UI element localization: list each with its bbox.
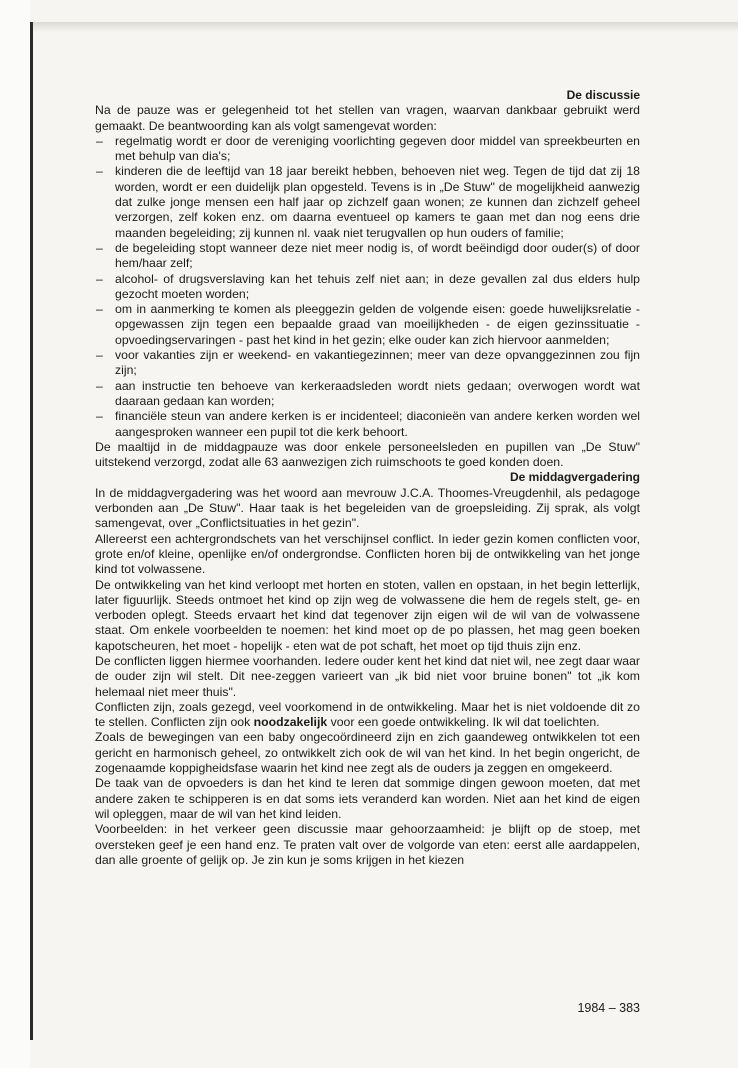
list-item-text: aan instructie ten behoeve van kerkeraadsleden wordt niets gedaan; overwogen wordt wat daaraan gedaan kan worden;: [115, 378, 640, 408]
list-item-text: voor vakanties zijn er weekend- en vakantiegezinnen; meer van deze opvanggezinnen zou fijn zijn;: [115, 348, 640, 378]
intro-paragraph: Na de pauze was er gelegenheid tot het stellen van vragen, waarvan dankbaar gebruikt werd gemaakt. De beantwoording kan als volgt samengevat worden:: [95, 103, 640, 133]
list-item-text: de begeleiding stopt wanneer deze niet meer nodig is, of wordt beëindigd door ouder(s) of door hem/haar zelf;: [115, 240, 640, 271]
section-heading-middagvergadering: De middagvergadering: [509, 470, 640, 485]
list-item-text: financiële steun van andere kerken is er incidenteel; diaconieën van andere kerken worden wel aangesproken wanneer een pupil tot die kerk behoort.: [115, 409, 640, 439]
section-heading-discussie: De discussie: [566, 88, 640, 102]
paragraph: Voorbeelden: in het verkeer geen discussie maar gehoorzaamheid: je blijft op de stoep, met oversteken geef je een hand enz. Te praten valt over de volgorde van eten: eerst alle aardappelen, dan alle groente of gelijk op. Je zin kun je soms krijgen in het kiezen: [95, 822, 640, 867]
dash-bullet: –: [96, 348, 103, 363]
scan-margin: [0, 0, 30, 1068]
paragraph: De ontwikkeling van het kind verloopt met horten en stoten, vallen en opstaan, in het begin letterlijk, later figuurlijk. Steeds ontmoet het kind op zijn weg de volwassene die hem de regels stelt, ge- en verboden oplegt. Steeds ervaart het kind dat tegenover zijn eigen wil de wil van de volwassene staat. Om enkele voorbeelden te noemen: het kind moet op de po plassen, het mag geen boeken kapotscheuren, het moet - hopelijk - eten wat de pot schaft, het moet op tijd thuis zijn enz.: [95, 577, 640, 653]
list-item: [95, 302, 640, 348]
emphasis-text: noodzakelijk: [253, 715, 328, 730]
list-item: [95, 348, 640, 379]
list-item-text: regelmatig wordt er door de vereniging voorlichting gegeven door middel van spreekbeurten en met behulp van dia's;: [115, 133, 640, 164]
paragraph: Allereerst een achtergrondschets van het verschijnsel conflict. In ieder gezin komen conflicten voor, grote en/of kleine, openlijke en/of ondergrondse. Conflicten horen bij de ontwikkeling van het jonge kind tot volwassene.: [95, 531, 640, 577]
text-run: Conflicten zijn, zoals gezegd, veel voorkomend in de ontwikkeling. Maar het is niet voldoende dit zo te stellen. Conflicten zijn ook: [95, 699, 640, 730]
paragraph: In de middagvergadering was het woord aan mevrouw J.C.A. Thoomes-Vreugdenhil, als pedagoge verbonden aan „De Stuw". Haar taak is het begeleiden van de groepsleiding. Zij sprak, als volgt samengevat, over „Conflictsituaties in het gezin".: [95, 485, 640, 531]
dash-bullet: –: [96, 133, 103, 148]
list-item: [95, 241, 640, 272]
scan-shadow: [33, 22, 738, 32]
dash-bullet: –: [96, 240, 103, 255]
list-item-text: om in aanmerking te komen als pleeggezin gelden de volgende eisen: goede huwelijksrelatie - opgewassen zijn tegen een bepaalde graad van moeilijkheden - de eigen gezinssituatie - opvoedingservaringen - past het kind in het gezin; elke ouder kan zich hiervoor aanmelden;: [115, 302, 640, 347]
list-item: [95, 379, 640, 410]
list-item-text: alcohol- of drugsverslaving kan het tehuis zelf niet aan; in deze gevallen zal dus elders hulp gezocht moeten worden;: [115, 271, 640, 301]
list-item: [95, 164, 640, 240]
page-edge-line: [30, 22, 33, 1040]
dash-bullet: –: [96, 271, 103, 286]
text-run: voor een goede ontwikkeling. Ik wil dat toelichten.: [327, 715, 600, 730]
dash-bullet: –: [96, 409, 103, 424]
list-item-text: kinderen die de leeftijd van 18 jaar bereikt hebben, behoeven niet weg. Tegen de tijd dat zij 18 worden, wordt er een duidelijk plan opgesteld. Tevens is in „De Stuw" de mogelijkheid aanwezig dat zulke jonge mensen een half jaar op zichzelf gaan wonen; ze kunnen dan zichzelf geheel verzorgen, zelf koken enz. om daarna eventueel op kamers te gaan met dan nog eens drie maanden begeleiding; zij kunnen nl. vaak niet terugvallen op hun ouders of familie;: [115, 164, 640, 240]
paragraph-noodzakelijk: [95, 700, 640, 731]
dash-bullet: –: [96, 302, 103, 317]
list-item: [95, 409, 640, 440]
list-item: [95, 134, 640, 165]
dash-bullet: –: [96, 164, 103, 179]
dash-bullet: –: [96, 378, 103, 393]
main-text: [95, 88, 640, 868]
paragraph: Zoals de bewegingen van een baby ongecoördineerd zijn en zich gaandeweg ontwikkelen tot een gericht en harmonisch geheel, zo ontwikkelt zich ook de wil van het kind. In het begin ongericht, de zogenaamde koppigheidsfase waarin het kind nee zegt als de ouders ja zeggen en omgekeerd.: [95, 730, 640, 776]
answer-list: [95, 134, 640, 440]
paragraph: De taak van de opvoeders is dan het kind te leren dat sommige dingen gewoon moeten, dat met andere zaken te schipperen is en dat soms iets veranderd kan worden. Niet aan het kind de eigen wil opleggen, maar de wil van het kind leiden.: [95, 776, 640, 821]
list-item: [95, 272, 640, 303]
closing-paragraph: De maaltijd in de middagpauze was door enkele personeelsleden en pupillen van „De Stuw" uitstekend verzorgd, zodat alle 63 aanwezigen zich ruimschoots te goed konden doen.: [95, 439, 640, 470]
paragraph: De conflicten liggen hiermee voorhanden. Iedere ouder kent het kind dat niet wil, nee zegt daar waar de ouder zijn wil stelt. Dit nee-zeggen varieert van „ik bid niet voor bruine bonen" tot „ik kom helemaal niet meer thuis".: [95, 653, 640, 699]
page-number: 1984 – 383: [577, 1001, 640, 1015]
